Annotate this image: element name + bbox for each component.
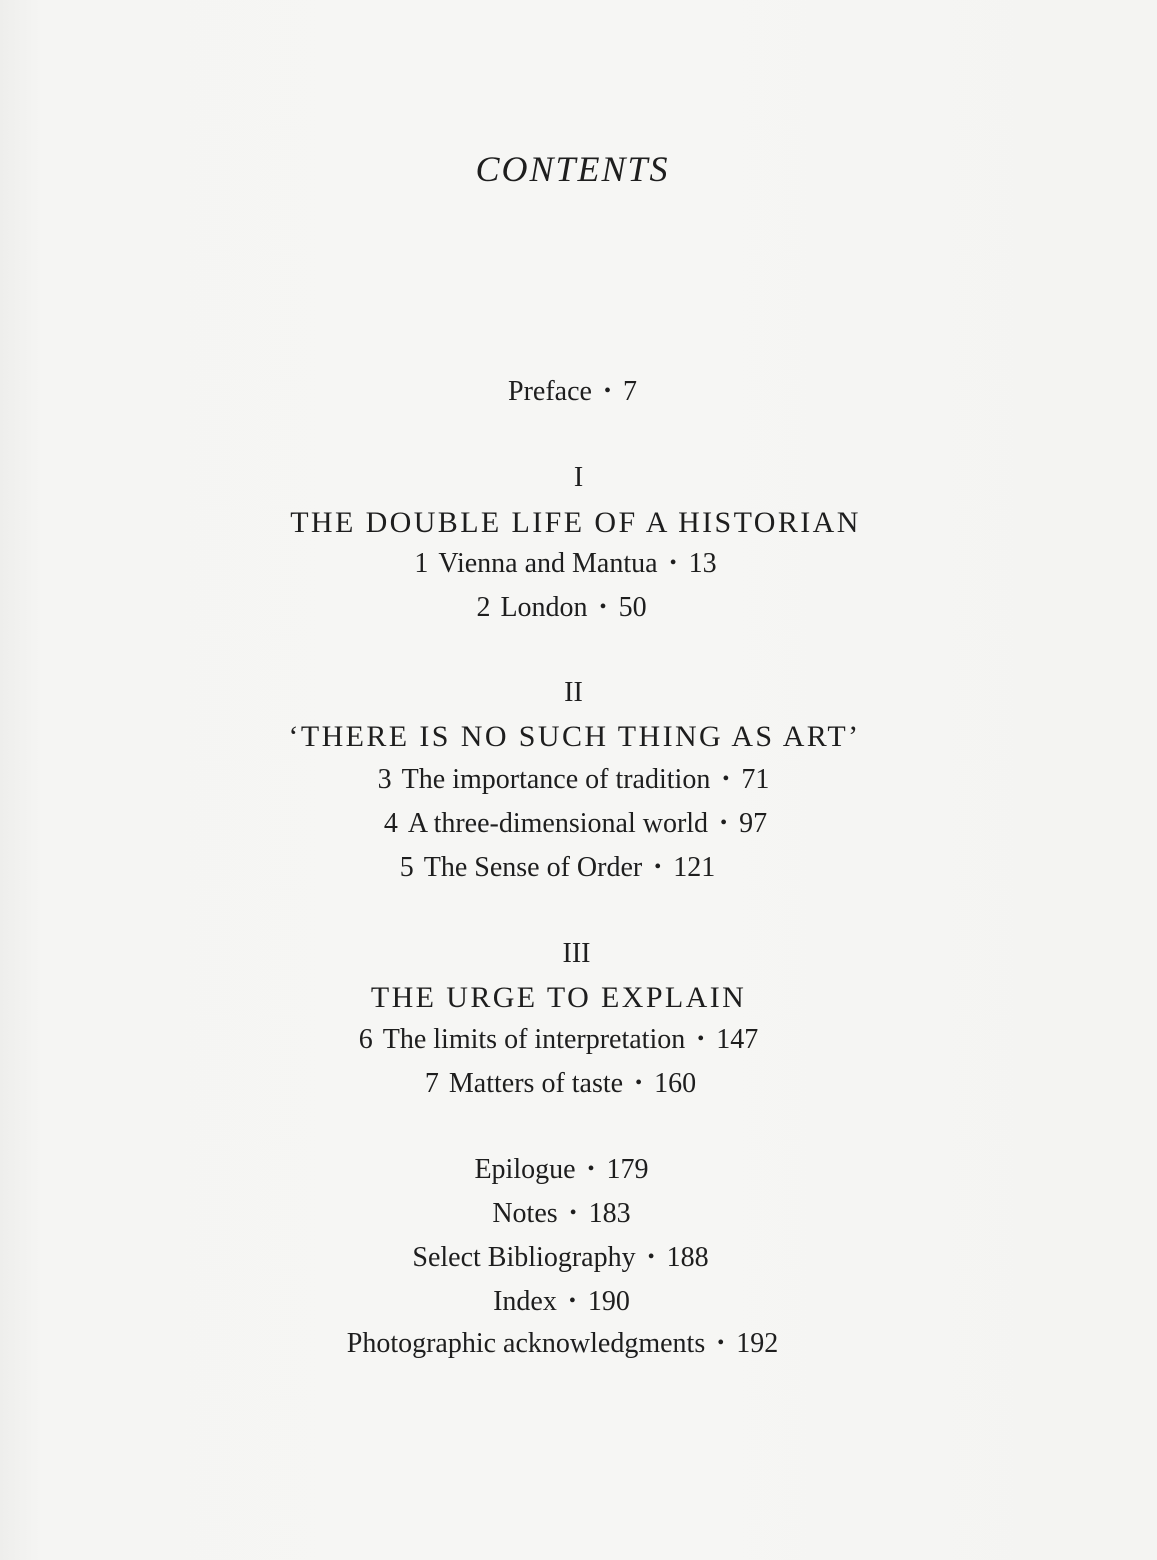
toc-entry-chapter [0,1026,1137,1054]
toc-entry-preface [0,378,1151,406]
part-title: ‘THERE IS NO SUCH THING AS ART’ [288,720,861,753]
toc-entry-chapter [0,766,1152,794]
entry-label: Preface [508,376,592,407]
entry-page: 97 [739,808,768,839]
toc-entry-back-matter [0,1330,1141,1358]
toc-entry-chapter [0,854,1136,882]
part-numeral: I [573,462,584,493]
separator-dot: • [720,812,728,834]
separator-dot: • [717,1332,725,1354]
separator-dot: • [599,596,607,618]
entry-page: 183 [588,1198,631,1229]
entry-page: 50 [618,592,647,623]
separator-dot: • [654,856,662,878]
separator-dot: • [722,768,730,790]
toc-entry-back-matter [0,1288,1140,1316]
separator-dot: • [587,1158,595,1180]
chapter-number: 4 [383,808,398,839]
entry-label: Photographic acknowledgments [346,1328,706,1359]
entry-label: Notes [492,1198,558,1229]
entry-page: 71 [741,764,770,795]
entry-page: 7 [622,376,637,407]
chapter-number: 6 [358,1024,373,1055]
entry-page: 188 [666,1242,709,1273]
chapter-number: 2 [476,592,491,623]
separator-dot: • [697,1028,705,1050]
separator-dot: • [568,1290,576,1312]
toc-entry-chapter [0,594,1140,622]
chapter-number: 5 [399,852,414,883]
toc-entry-chapter [0,810,1154,838]
entry-label: The importance of tradition [401,764,711,795]
entry-label: Index [493,1286,557,1317]
part-title: THE URGE TO EXPLAIN [370,981,747,1014]
toc-entry-chapter [0,550,1144,578]
separator-dot: • [635,1072,643,1094]
separator-dot: • [603,380,611,402]
separator-dot: • [669,552,677,574]
entry-label: Epilogue [474,1154,576,1185]
page-title: CONTENTS [475,149,670,189]
entry-page: 179 [606,1154,649,1185]
toc-entry-back-matter [0,1156,1140,1184]
entry-label: A three-dimensional world [407,808,709,839]
toc-entry-chapter [0,1070,1139,1098]
chapter-number: 3 [377,764,392,795]
entry-page: 121 [673,852,716,883]
entry-label: The limits of interpretation [382,1024,686,1055]
entry-label: Vienna and Mantua [438,548,658,579]
part-title: THE DOUBLE LIFE OF A HISTORIAN [290,506,861,539]
toc-entry-back-matter [0,1244,1139,1272]
separator-dot: • [647,1246,655,1268]
entry-page: 192 [736,1328,779,1359]
entry-page: 13 [688,548,717,579]
entry-page: 160 [654,1068,697,1099]
entry-label: The Sense of Order [423,852,643,883]
entry-page: 190 [587,1286,630,1317]
separator-dot: • [569,1202,577,1224]
part-numeral: III [562,938,591,969]
toc-entry-back-matter [0,1200,1140,1228]
entry-label: Matters of taste [448,1068,624,1099]
part-numeral: II [564,677,583,708]
chapter-number: 7 [424,1068,439,1099]
entry-label: Select Bibliography [412,1242,636,1273]
chapter-number: 1 [414,548,429,579]
entry-page: 147 [716,1024,759,1055]
entry-label: London [500,592,588,623]
